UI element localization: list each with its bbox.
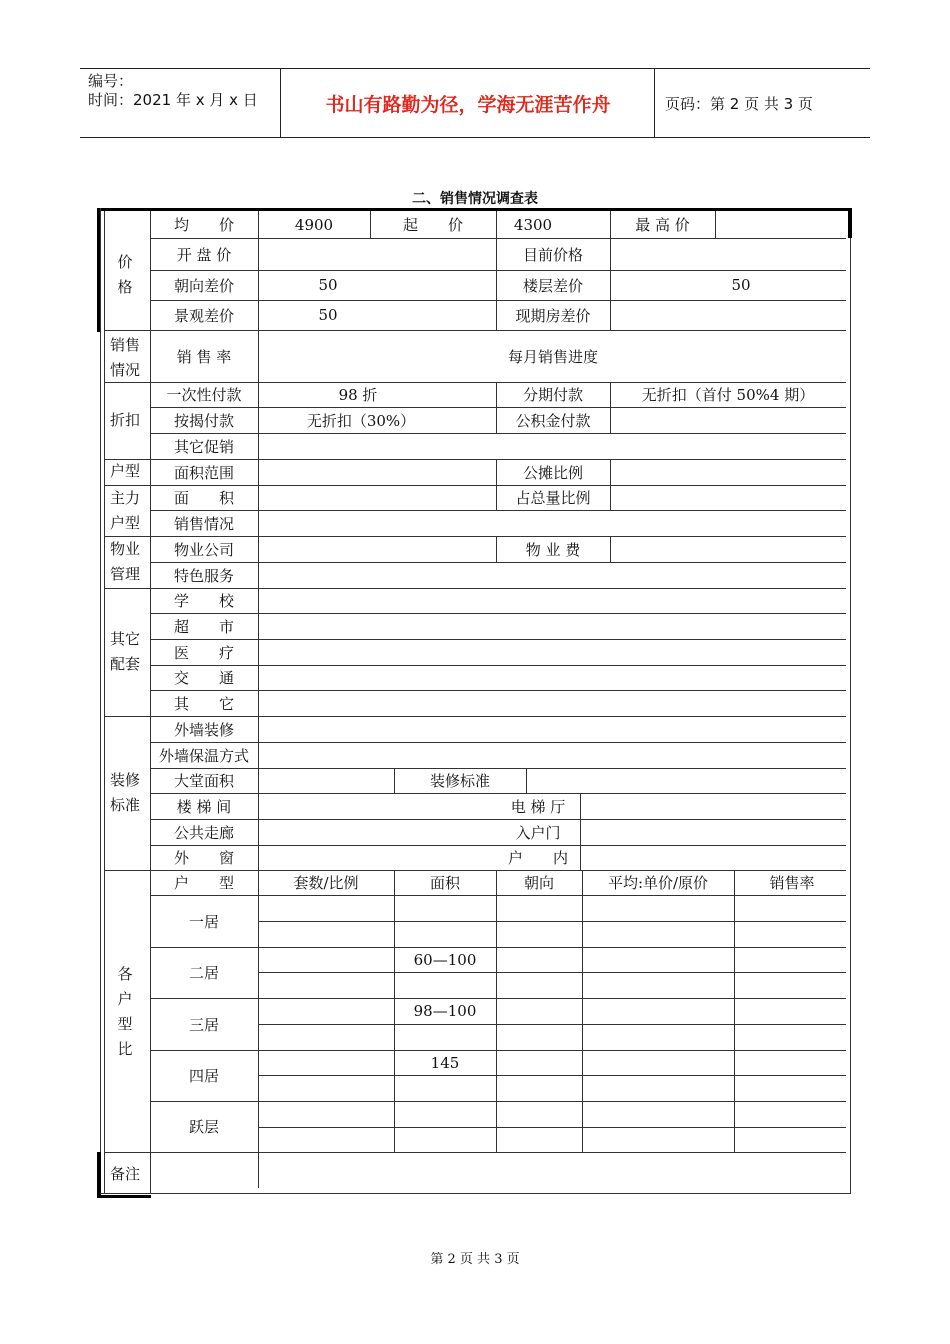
special-service-label: 特色服务 [173,566,234,585]
indoor-label: 户 内 [507,849,568,867]
facade-label: 外墙装修 [173,720,234,739]
area-range-label: 面积范围 [173,463,234,482]
header-meta [80,69,281,137]
floor-diff-value: 50 [731,276,751,294]
unit-header-price: 平均:单价/原价 [607,874,709,892]
mortgage-value: 无折扣（30%） [306,411,416,430]
unit-header-rate: 销售率 [769,874,815,892]
deco-standard-label: 装修标准 [429,772,490,790]
unit-header-count: 套数/比例 [293,874,359,892]
serial-label: 编号： [88,72,134,90]
section-main-unit: 主力 户型 [109,489,140,532]
unit-area-value: 60—100 [413,950,477,969]
total-ratio-label: 占总量比例 [515,489,591,507]
floor-diff-label: 楼层差价 [522,276,583,295]
school-label: 学 校 [173,592,234,610]
section-remarks: 备注 [109,1165,140,1183]
mortgage-label: 按揭付款 [173,411,234,430]
section-sales: 销售 情况 [109,336,140,379]
insulation-label: 外墙保温方式 [158,746,249,765]
avg-price-label: 均 价 [173,216,234,234]
view-diff-value: 50 [318,306,338,324]
entrance-door-label: 入户门 [515,823,561,842]
sales-rate-label: 销 售 率 [176,347,232,366]
current-price-label: 目前价格 [522,245,583,264]
spot-diff-label: 现期房差价 [515,306,591,325]
unit-area-value: 145 [430,1053,460,1072]
monthly-progress-label: 每月销售进度 [507,347,598,366]
unit-header-orientation: 朝向 [523,874,554,892]
table-row: 四居 [188,1067,219,1085]
shared-ratio-label: 公摊比例 [522,463,583,482]
view-diff-label: 景观差价 [173,306,234,325]
max-price-label: 最 高 价 [635,216,690,234]
start-price-value: 4300 [513,215,553,234]
table-row: 一居 [188,912,219,931]
unit-area-value: 98—100 [413,1002,477,1020]
opening-price-label: 开 盘 价 [176,245,232,264]
start-price-label: 起 价 [402,216,463,234]
window-label: 外 窗 [173,849,234,867]
unit-header-type: 户 型 [173,874,234,892]
other-promo-label: 其它促销 [173,437,234,456]
table-row: 跃层 [188,1118,219,1136]
property-fee-label: 物 业 费 [525,540,581,559]
section-ratio: 各 户 型 比 [117,965,133,1058]
stairwell-label: 楼 梯 间 [176,797,232,816]
table-title: 二、销售情况调查表 [412,191,538,207]
lobby-area-label: 大堂面积 [173,772,234,790]
others-label: 其 它 [173,694,234,713]
elevator-hall-label: 电 梯 厅 [510,797,566,816]
section-decoration: 装修 标准 [109,771,140,814]
section-facilities: 其它 配套 [109,630,140,673]
header-motto: 书山有路勤为径，学海无涯苦作舟 [282,69,655,137]
section-price: 价 格 [117,253,133,296]
sales-status-label: 销售情况 [173,514,234,533]
corridor-label: 公共走廊 [173,823,234,842]
area-label: 面 积 [173,489,234,507]
installment-value: 无折扣（首付 50%4 期） [641,386,815,404]
medical-label: 医 疗 [173,643,234,662]
time-label: 时间：2021 年 x 月 x 日 [88,91,258,109]
section-unit: 户型 [109,462,140,480]
header-page-info: 页码：第 2 页 共 3 页 [665,94,813,113]
table-row: 二居 [188,964,219,982]
full-payment-value: 98 折 [338,386,378,404]
avg-price-value: 4900 [294,215,334,234]
traffic-label: 交 通 [173,669,234,687]
orientation-diff-label: 朝向差价 [173,276,234,295]
fund-payment-label: 公积金付款 [515,411,591,430]
section-discount: 折扣 [109,411,140,429]
page-footer: 第 2 页 共 3 页 [430,1252,520,1267]
table-row: 三居 [188,1015,219,1034]
supermarket-label: 超 市 [173,617,234,636]
page-header [80,68,870,138]
orientation-diff-value: 50 [318,276,338,294]
unit-header-area: 面积 [429,874,460,892]
installment-label: 分期付款 [522,386,583,404]
section-property: 物业 管理 [109,540,140,583]
property-company-label: 物业公司 [173,540,234,559]
full-payment-label: 一次性付款 [166,386,242,404]
